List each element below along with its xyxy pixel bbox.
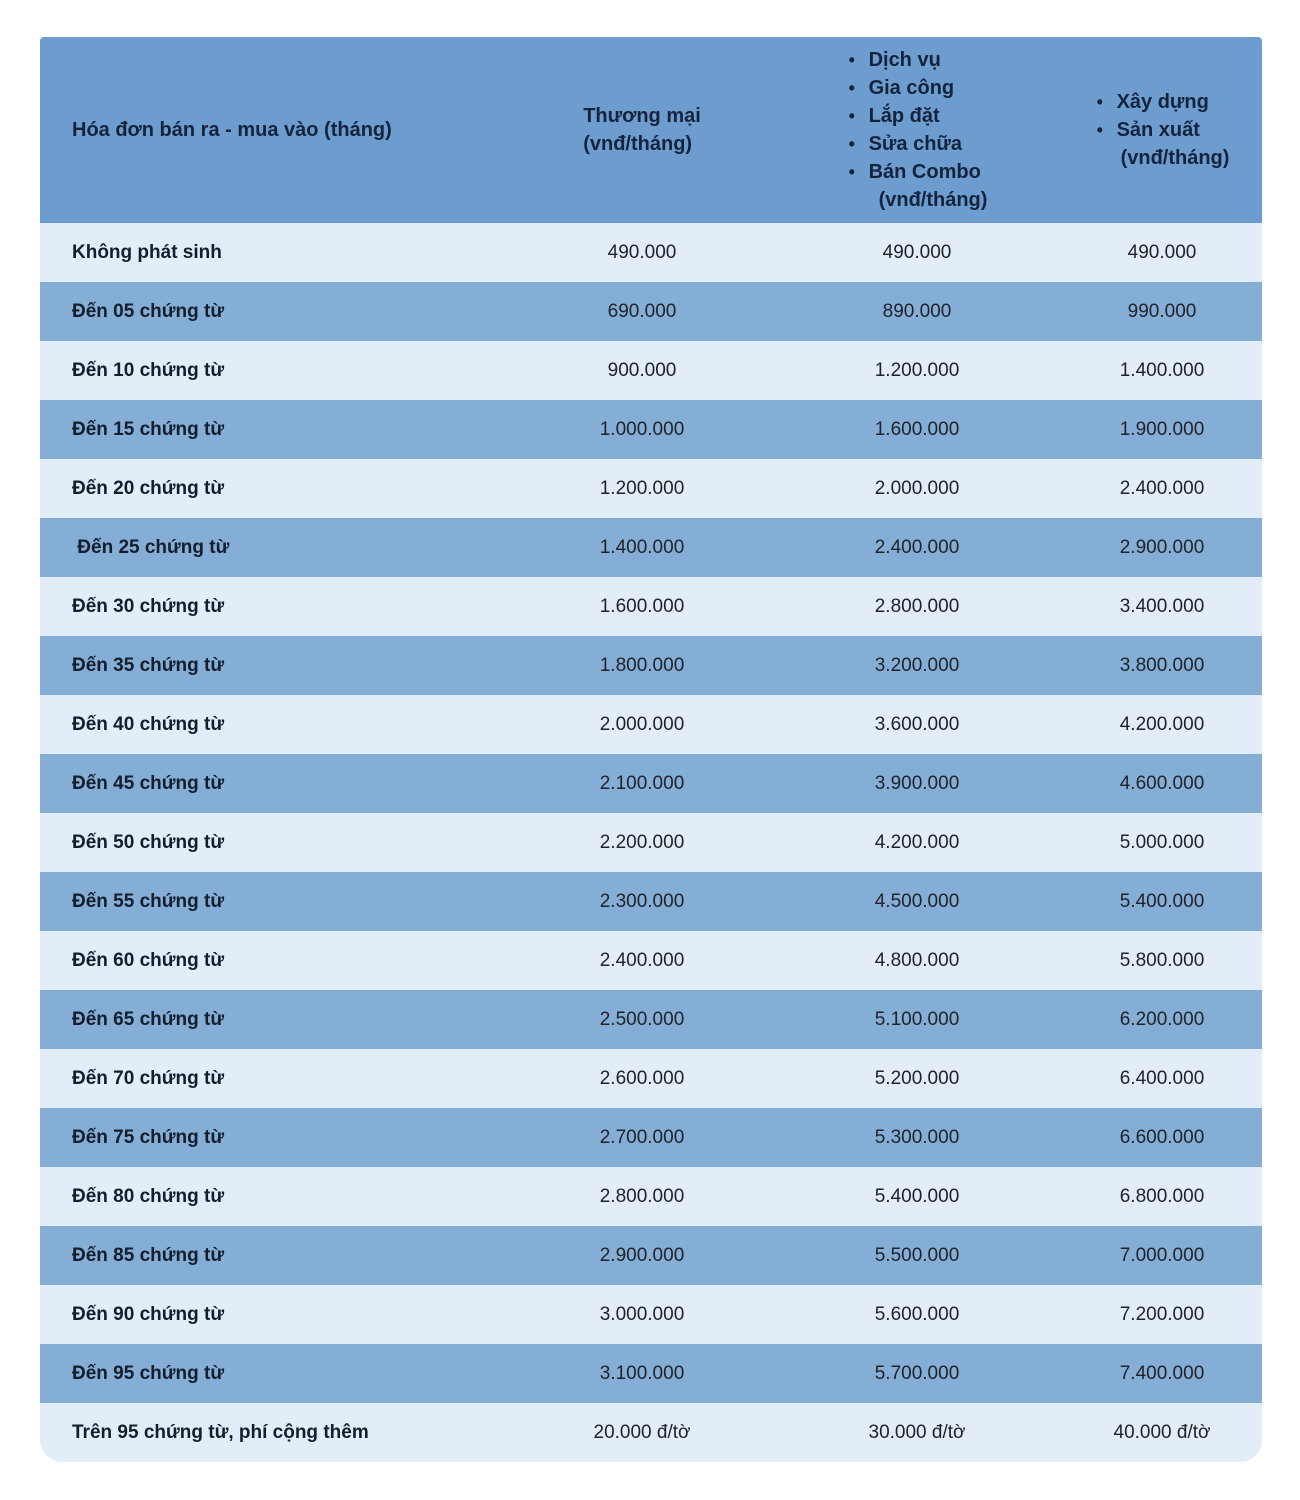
header-commerce-line1: Thương mại: [583, 105, 701, 127]
row-value-commerce: 2.400.000: [599, 949, 685, 971]
row-value-services: 5.700.000: [874, 1362, 960, 1384]
header-services-column: [772, 46, 1062, 214]
header-commerce-line2: (vnđ/tháng): [583, 133, 693, 155]
row-value-construction: 6.200.000: [1119, 1008, 1205, 1030]
row-value-commerce: 2.200.000: [599, 831, 685, 853]
row-label: Đến 90 chứng từ: [72, 1303, 225, 1325]
header-invoice-count-column: Hóa đơn bán ra - mua vào (tháng): [72, 118, 392, 141]
row-value-construction: 3.400.000: [1119, 595, 1205, 617]
table-row: [40, 1226, 1262, 1285]
row-value-commerce: 2.000.000: [599, 713, 685, 735]
table-row: [40, 813, 1262, 872]
row-label: Đến 65 chứng từ: [72, 1008, 225, 1030]
row-label: Đến 60 chứng từ: [72, 949, 225, 971]
header-construction-item: • Xây dựng: [1095, 88, 1230, 116]
row-value-commerce: 3.100.000: [599, 1362, 685, 1384]
row-value-services: 3.600.000: [874, 713, 960, 735]
row-value-commerce: 2.600.000: [599, 1067, 685, 1089]
row-value-construction: 7.400.000: [1119, 1362, 1205, 1384]
header-construction-block: [1095, 88, 1230, 172]
row-value-services: 5.400.000: [874, 1185, 960, 1207]
row-value-services: 2.000.000: [874, 477, 960, 499]
row-value-services: 3.200.000: [874, 654, 960, 676]
table-row: [40, 1108, 1262, 1167]
pricing-table: [40, 37, 1262, 1462]
row-value-construction: 5.800.000: [1119, 949, 1205, 971]
row-value-commerce: 900.000: [607, 359, 677, 381]
row-value-construction: 2.400.000: [1119, 477, 1205, 499]
row-value-services: 1.600.000: [874, 418, 960, 440]
row-value-services: 5.600.000: [874, 1303, 960, 1325]
header-services-unit: (vnđ/tháng): [878, 189, 988, 211]
row-label: Đến 75 chứng từ: [72, 1126, 225, 1148]
table-header: [40, 37, 1262, 223]
header-services-list: [847, 46, 988, 186]
row-value-construction: 1.400.000: [1119, 359, 1205, 381]
row-value-commerce: 2.700.000: [599, 1126, 685, 1148]
row-value-construction: 1.900.000: [1119, 418, 1205, 440]
row-value-services: 1.200.000: [874, 359, 960, 381]
row-label: Đến 10 chứng từ: [72, 359, 225, 381]
row-value-commerce: 690.000: [607, 300, 677, 322]
row-value-services: 490.000: [882, 241, 952, 263]
row-label: Đến 85 chứng từ: [72, 1244, 225, 1266]
table-body: [40, 223, 1262, 1462]
row-value-construction: 4.200.000: [1119, 713, 1205, 735]
row-value-construction: 5.400.000: [1119, 890, 1205, 912]
row-value-services: 5.500.000: [874, 1244, 960, 1266]
table-row: [40, 577, 1262, 636]
row-label: Đến 50 chứng từ: [72, 831, 225, 853]
row-label: Đến 30 chứng từ: [72, 595, 225, 617]
row-value-commerce: 2.300.000: [599, 890, 685, 912]
row-label: Trên 95 chứng từ, phí cộng thêm: [72, 1421, 369, 1443]
row-value-construction: 6.800.000: [1119, 1185, 1205, 1207]
row-value-construction: 990.000: [1127, 300, 1197, 322]
header-commerce-block: [583, 102, 701, 158]
row-value-construction: 6.600.000: [1119, 1126, 1205, 1148]
table-row: [40, 872, 1262, 931]
table-row: [40, 459, 1262, 518]
table-row: [40, 1403, 1262, 1462]
header-service-item: • Dịch vụ: [847, 46, 988, 74]
header-service-item: • Lắp đặt: [847, 102, 988, 130]
row-value-services: 4.200.000: [874, 831, 960, 853]
row-value-services: 5.100.000: [874, 1008, 960, 1030]
header-service-item: • Gia công: [847, 74, 988, 102]
header-service-item: • Sửa chữa: [847, 130, 988, 158]
row-value-commerce: 2.800.000: [599, 1185, 685, 1207]
row-label: Đến 35 chứng từ: [72, 654, 225, 676]
row-label: Đến 45 chứng từ: [72, 772, 225, 794]
row-value-services: 890.000: [882, 300, 952, 322]
header-services-block: [847, 46, 988, 214]
row-value-commerce: 1.600.000: [599, 595, 685, 617]
row-label: Không phát sinh: [72, 241, 222, 263]
row-value-commerce: 490.000: [607, 241, 677, 263]
row-value-construction: 2.900.000: [1119, 536, 1205, 558]
row-value-construction: 7.000.000: [1119, 1244, 1205, 1266]
row-label: Đến 20 chứng từ: [72, 477, 225, 499]
row-value-services: 4.500.000: [874, 890, 960, 912]
row-value-services: 2.800.000: [874, 595, 960, 617]
table-row: [40, 990, 1262, 1049]
row-value-commerce: 1.800.000: [599, 654, 685, 676]
header-construction-item: • Sản xuất: [1095, 116, 1230, 144]
row-value-construction: 40.000 đ/tờ: [1113, 1421, 1211, 1443]
row-label: Đến 40 chứng từ: [72, 713, 225, 735]
header-service-item: • Bán Combo: [847, 158, 988, 186]
table-row: [40, 282, 1262, 341]
row-value-construction: 6.400.000: [1119, 1067, 1205, 1089]
header-construction-unit: (vnđ/tháng): [1120, 147, 1230, 169]
table-row: [40, 518, 1262, 577]
table-row: [40, 1344, 1262, 1403]
row-label: Đến 95 chứng từ: [72, 1362, 225, 1384]
row-value-services: 30.000 đ/tờ: [868, 1421, 966, 1443]
table-row: [40, 400, 1262, 459]
table-row: [40, 1167, 1262, 1226]
row-value-construction: 3.800.000: [1119, 654, 1205, 676]
row-label: Đến 05 chứng từ: [72, 300, 225, 322]
header-construction-list: [1095, 88, 1230, 144]
row-label: Đến 55 chứng từ: [72, 890, 225, 912]
row-value-construction: 7.200.000: [1119, 1303, 1205, 1325]
table-row: [40, 931, 1262, 990]
row-value-construction: 5.000.000: [1119, 831, 1205, 853]
row-value-construction: 490.000: [1127, 241, 1197, 263]
table-row: [40, 636, 1262, 695]
header-construction-column: [1062, 88, 1262, 172]
row-label: Đến 70 chứng từ: [72, 1067, 225, 1089]
row-value-services: 4.800.000: [874, 949, 960, 971]
row-value-commerce: 1.000.000: [599, 418, 685, 440]
table-row: [40, 341, 1262, 400]
row-value-commerce: 20.000 đ/tờ: [593, 1421, 691, 1443]
row-value-commerce: 2.900.000: [599, 1244, 685, 1266]
table-row: [40, 1049, 1262, 1108]
row-value-services: 5.200.000: [874, 1067, 960, 1089]
row-value-services: 3.900.000: [874, 772, 960, 794]
row-value-commerce: 1.200.000: [599, 477, 685, 499]
table-row: [40, 223, 1262, 282]
row-label: Đến 80 chứng từ: [72, 1185, 225, 1207]
table-row: [40, 695, 1262, 754]
header-commerce-column: [512, 102, 772, 158]
row-value-commerce: 3.000.000: [599, 1303, 685, 1325]
row-value-commerce: 1.400.000: [599, 536, 685, 558]
row-value-services: 2.400.000: [874, 536, 960, 558]
row-label: Đến 25 chứng từ: [72, 536, 230, 558]
row-value-construction: 4.600.000: [1119, 772, 1205, 794]
row-value-services: 5.300.000: [874, 1126, 960, 1148]
table-row: [40, 1285, 1262, 1344]
row-value-commerce: 2.500.000: [599, 1008, 685, 1030]
table-row: [40, 754, 1262, 813]
row-label: Đến 15 chứng từ: [72, 418, 225, 440]
row-value-commerce: 2.100.000: [599, 772, 685, 794]
